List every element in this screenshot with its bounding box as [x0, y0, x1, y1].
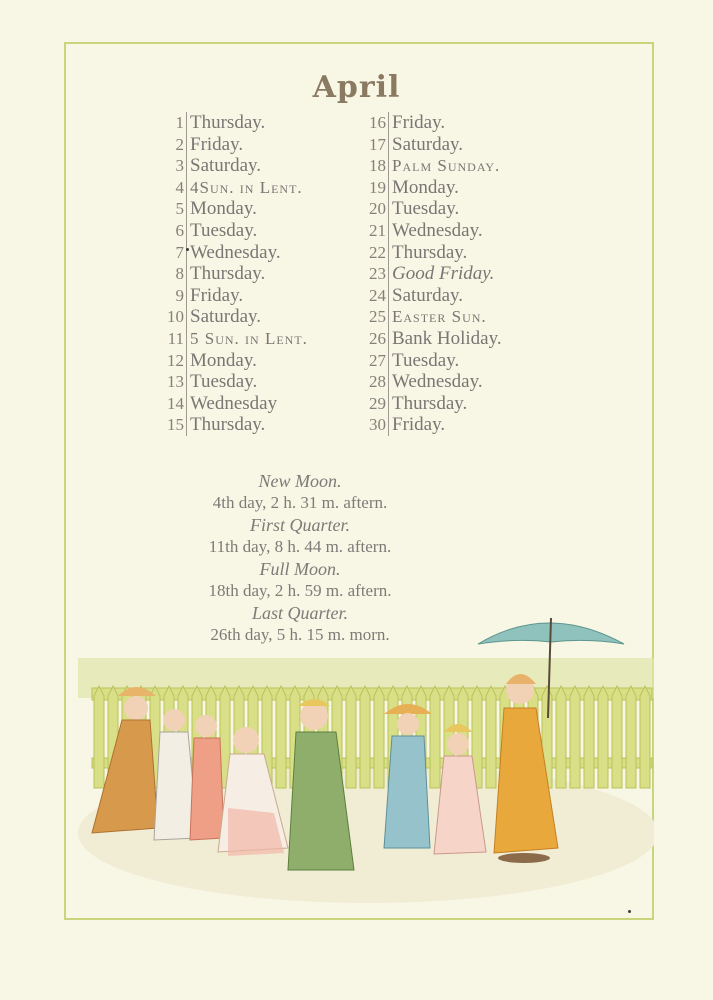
day-name: Thursday. [388, 242, 467, 264]
day-row [356, 198, 502, 220]
day-number: 30 [369, 415, 386, 435]
day-row [154, 393, 308, 415]
day-row [154, 263, 308, 285]
day-row [154, 155, 308, 177]
day-number: 29 [369, 393, 386, 413]
day-number: 19 [369, 177, 386, 197]
day-number: 7 [175, 242, 184, 262]
day-row [154, 306, 308, 328]
day-row [154, 414, 308, 436]
fence-picket [584, 686, 594, 788]
day-name: Wednesday. [388, 371, 483, 393]
moon-phase-name: Full Moon. [259, 559, 341, 579]
day-name: Thursday. [186, 263, 265, 285]
day-number: 3 [175, 156, 184, 176]
day-name: Good Friday. [388, 263, 494, 285]
day-name: Friday. [186, 285, 243, 307]
fence-picket [94, 686, 104, 788]
fence-picket [598, 686, 608, 788]
day-number: 12 [167, 350, 184, 370]
day-row [356, 306, 502, 328]
day-number: 26 [369, 328, 386, 348]
day-name: Saturday. [388, 285, 463, 307]
day-row [154, 242, 308, 264]
ink-speck [628, 910, 631, 913]
day-row [356, 134, 502, 156]
day-name: 5 Sun. in Lent. [186, 328, 308, 350]
fence-picket [276, 686, 286, 788]
day-number: 21 [369, 220, 386, 240]
day-name: Saturday. [186, 155, 261, 177]
day-number: 9 [175, 285, 184, 305]
day-name: Thursday. [186, 112, 265, 134]
day-row [154, 177, 308, 199]
day-row [356, 155, 502, 177]
day-number: 20 [369, 199, 386, 219]
day-number: 24 [369, 285, 386, 305]
day-name: Saturday. [186, 306, 261, 328]
day-name: Saturday. [388, 134, 463, 156]
day-name: Easter Sun. [388, 306, 487, 328]
day-number: 4 [175, 177, 184, 197]
moon-phase-name: Last Quarter. [251, 603, 349, 623]
day-row [154, 134, 308, 156]
day-list-first-half [154, 112, 308, 436]
day-name: 4Sun. in Lent. [186, 177, 303, 199]
day-row [356, 371, 502, 393]
moon-phase-time: 11th day, 8 h. 44 m. aftern. [208, 537, 392, 556]
day-row [356, 220, 502, 242]
fence-picket [556, 686, 566, 788]
day-name: Wednesday. [388, 220, 483, 242]
moon-phase-name: New Moon. [258, 471, 342, 491]
day-name: Tuesday. [186, 220, 257, 242]
day-name: Monday. [186, 198, 257, 220]
day-row [154, 198, 308, 220]
day-name: Monday. [186, 350, 257, 372]
fence-picket [640, 686, 650, 788]
day-number: 5 [175, 199, 184, 219]
day-number: 14 [167, 393, 184, 413]
day-row [356, 285, 502, 307]
day-number: 6 [175, 220, 184, 240]
day-row [356, 350, 502, 372]
day-name: Tuesday. [388, 198, 459, 220]
children-procession-illustration [78, 608, 654, 908]
day-name: Monday. [388, 177, 459, 199]
day-number: 1 [175, 113, 184, 132]
day-number: 25 [369, 307, 386, 327]
day-row [356, 393, 502, 415]
day-name: Friday. [388, 414, 445, 436]
day-number: 23 [369, 264, 386, 284]
moon-phase-name: First Quarter. [249, 515, 350, 535]
month-title: April [312, 70, 401, 105]
fence-picket [360, 686, 370, 788]
day-name: Friday. [186, 134, 243, 156]
day-list-second-half [356, 112, 502, 436]
day-row [356, 414, 502, 436]
day-number: 17 [369, 134, 386, 154]
moon-phase-time: 18th day, 2 h. 59 m. aftern. [208, 581, 392, 600]
day-name: Wednesday [186, 393, 277, 415]
day-number: 28 [369, 372, 386, 392]
day-row [154, 112, 308, 134]
day-number: 13 [167, 372, 184, 392]
day-name: Tuesday. [388, 350, 459, 372]
day-number: 22 [369, 242, 386, 262]
day-row [356, 242, 502, 264]
day-row [356, 112, 502, 134]
day-name: Tuesday. [186, 371, 257, 393]
fence-picket [486, 686, 496, 788]
day-row [356, 263, 502, 285]
moon-phase-time: 26th day, 5 h. 15 m. morn. [210, 625, 390, 644]
fence-picket [430, 686, 440, 788]
fence-picket [374, 686, 384, 788]
day-name: Wednesday. [186, 242, 281, 264]
day-row [356, 177, 502, 199]
day-name: Friday. [388, 112, 445, 134]
fence-picket [612, 686, 622, 788]
day-row [154, 285, 308, 307]
day-number: 16 [369, 113, 386, 132]
fence-picket [570, 686, 580, 788]
day-row [154, 371, 308, 393]
fence-picket [626, 686, 636, 788]
moon-phase-time: 4th day, 2 h. 31 m. aftern. [212, 493, 388, 512]
day-number: 18 [369, 156, 386, 176]
day-name: Bank Holiday. [388, 328, 502, 350]
day-number: 11 [167, 328, 184, 348]
day-number: 8 [175, 264, 184, 284]
day-row [154, 328, 308, 350]
day-name: Palm Sunday. [388, 155, 500, 177]
day-number: 2 [175, 134, 184, 154]
day-number: 15 [167, 415, 184, 435]
day-name: Thursday. [388, 393, 467, 415]
day-name: Thursday. [186, 414, 265, 436]
day-number: 10 [167, 307, 184, 327]
day-row [154, 350, 308, 372]
day-row [356, 328, 502, 350]
day-row [154, 220, 308, 242]
fence-picket [346, 686, 356, 788]
ink-speck [186, 248, 189, 251]
day-number: 27 [369, 350, 386, 370]
